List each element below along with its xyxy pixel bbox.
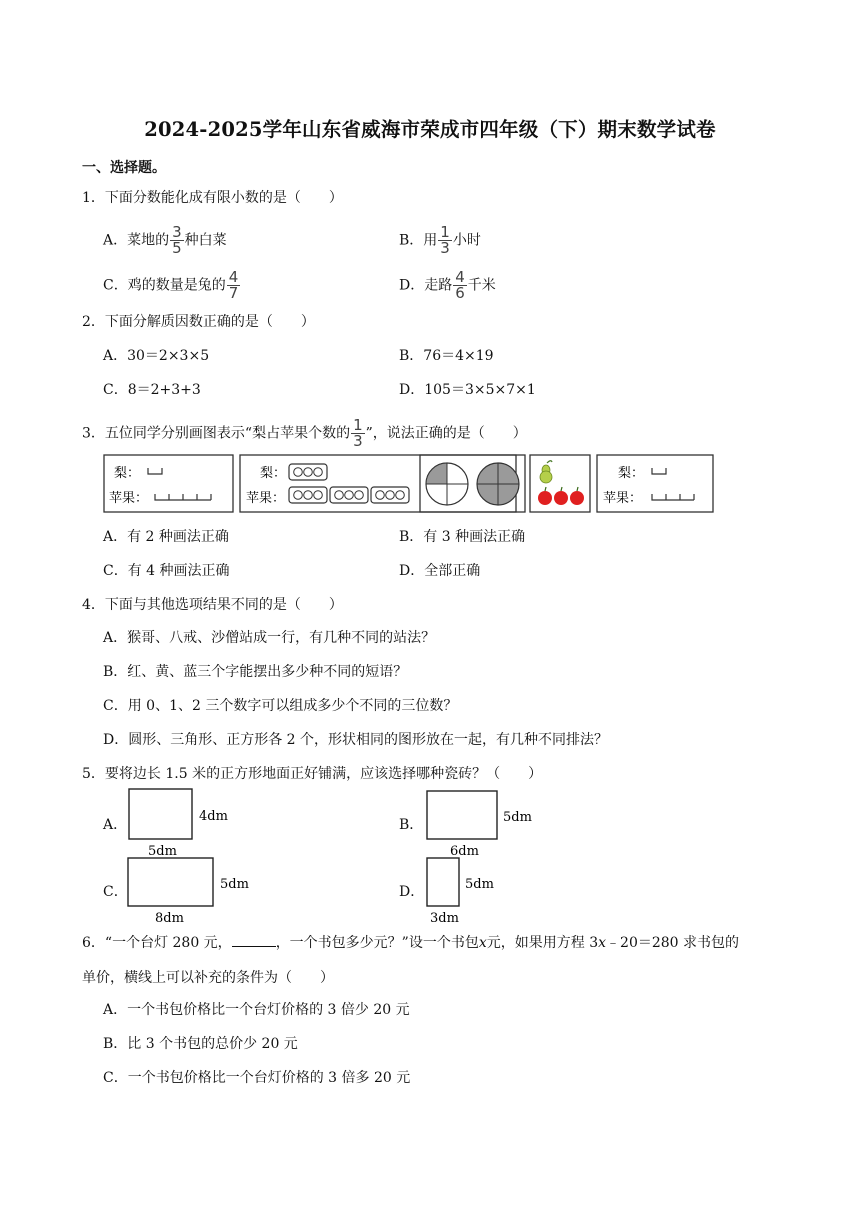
q4-option-a: A．猴哥、八戒、沙僧站成一行，有几种不同的站法？ [103, 630, 436, 646]
q3-option-a: A．有 2 种画法正确 [103, 529, 229, 545]
pear-label: 梨： [114, 466, 141, 481]
q2-option-d: D．105＝3×5×7×1 [399, 382, 536, 398]
fraction: $\frac{4}{6}$ [455, 268, 465, 302]
svg-text:3dm: 3dm [430, 911, 459, 926]
q2-option-c: C．8＝2+3+3 [103, 382, 201, 398]
apple-label: 苹果： [109, 491, 149, 506]
fraction: $\frac{4}{7}$ [228, 268, 239, 302]
apple-label: 苹果： [246, 491, 286, 506]
q4-option-d: D．圆形、三角形、正方形各 2 个，形状相同的图形放在一起，有几种不同排法？ [103, 732, 609, 748]
pear-icon [540, 461, 552, 483]
drawing-2 [240, 455, 516, 512]
drawing-4 [530, 455, 590, 512]
q6-stem-line2: 单价，横线上可以补充的条件为（ ） [82, 970, 334, 986]
q1-option-b: B．用 $\frac{1}{3}$ 小时 [399, 223, 481, 257]
q3-option-b: B．有 3 种画法正确 [399, 529, 526, 545]
q1-stem: 1．下面分数能化成有限小数的是（ ） [82, 190, 343, 206]
q5-option-b-label: B． [399, 817, 424, 833]
svg-text:8dm: 8dm [155, 911, 184, 926]
q6-option-a: A．一个书包价格比一个台灯价格的 3 倍少 20 元 [103, 1002, 410, 1018]
svg-text:5dm: 5dm [503, 810, 532, 825]
q5-stem: 5．要将边长 1.5 米的正方形地面正好铺满，应该选择哪种瓷砖？（ ） [82, 766, 543, 782]
svg-text:6dm: 6dm [450, 844, 479, 859]
fraction: $\frac{1}{3}$ [353, 416, 363, 450]
pear-label: 梨： [618, 466, 645, 481]
fraction: $\frac{3}{5}$ [172, 223, 182, 257]
q5-option-c-label: C． [103, 884, 128, 900]
q1-option-a: A．菜地的 $\frac{3}{5}$ 种白菜 [103, 223, 227, 257]
q5-option-a-label: A． [103, 817, 128, 833]
q5-tile-a [120, 785, 245, 860]
answer-blank [232, 933, 276, 947]
q3-stem: 3．五位同学分别画图表示“梨占苹果个数的 $\frac{1}{3}$ ”，说法正确的是（ ） [82, 416, 527, 450]
pear-label: 梨： [260, 466, 287, 481]
q3-option-c: C．有 4 种画法正确 [103, 563, 230, 579]
q1-option-d: D．走路 $\frac{4}{6}$ 千米 [399, 268, 496, 302]
drawing-1 [104, 455, 233, 512]
svg-text:5dm: 5dm [148, 844, 177, 859]
q5-tile-b [418, 785, 543, 860]
q2-option-a: A．30＝2×3×5 [103, 348, 210, 364]
q5-tile-c [120, 852, 260, 927]
q5-option-d-label: D． [399, 884, 425, 900]
q5-tile-d [418, 852, 518, 927]
q4-option-b: B．红、黄、蓝三个字能摆出多少种不同的短语？ [103, 664, 408, 680]
apple-icon [538, 487, 584, 505]
apple-label: 苹果： [603, 491, 643, 506]
q2-stem: 2．下面分解质因数正确的是（ ） [82, 314, 315, 330]
q6-stem-line1: 6．“一个台灯 280 元， ，一个书包多少元？”设一个书包x元，如果用方程 3x﹣20＝280 求书包的 [82, 935, 740, 951]
fraction: $\frac{1}{3}$ [440, 223, 450, 257]
q3-drawings [100, 453, 720, 515]
q4-option-c: C．用 0、1、2 三个数字可以组成多少个不同的三位数？ [103, 698, 458, 714]
drawing-5 [597, 455, 713, 512]
q1-option-c: C．鸡的数量是兔的 $\frac{4}{7}$ [103, 268, 239, 302]
section-heading: 一、选择题。 [82, 160, 166, 176]
svg-text:5dm: 5dm [465, 877, 494, 892]
svg-text:4dm: 4dm [199, 809, 228, 824]
q2-option-b: B．76＝4×19 [399, 348, 494, 364]
q6-option-b: B．比 3 个书包的总价少 20 元 [103, 1036, 298, 1052]
page-title: 2024-2025学年山东省威海市荣成市四年级（下）期末数学试卷 [144, 118, 716, 141]
drawing-3 [420, 455, 525, 512]
svg-text:5dm: 5dm [220, 877, 249, 892]
q3-option-d: D．全部正确 [399, 563, 481, 579]
q6-option-c: C．一个书包价格比一个台灯价格的 3 倍多 20 元 [103, 1070, 411, 1086]
q4-stem: 4．下面与其他选项结果不同的是（ ） [82, 597, 343, 613]
